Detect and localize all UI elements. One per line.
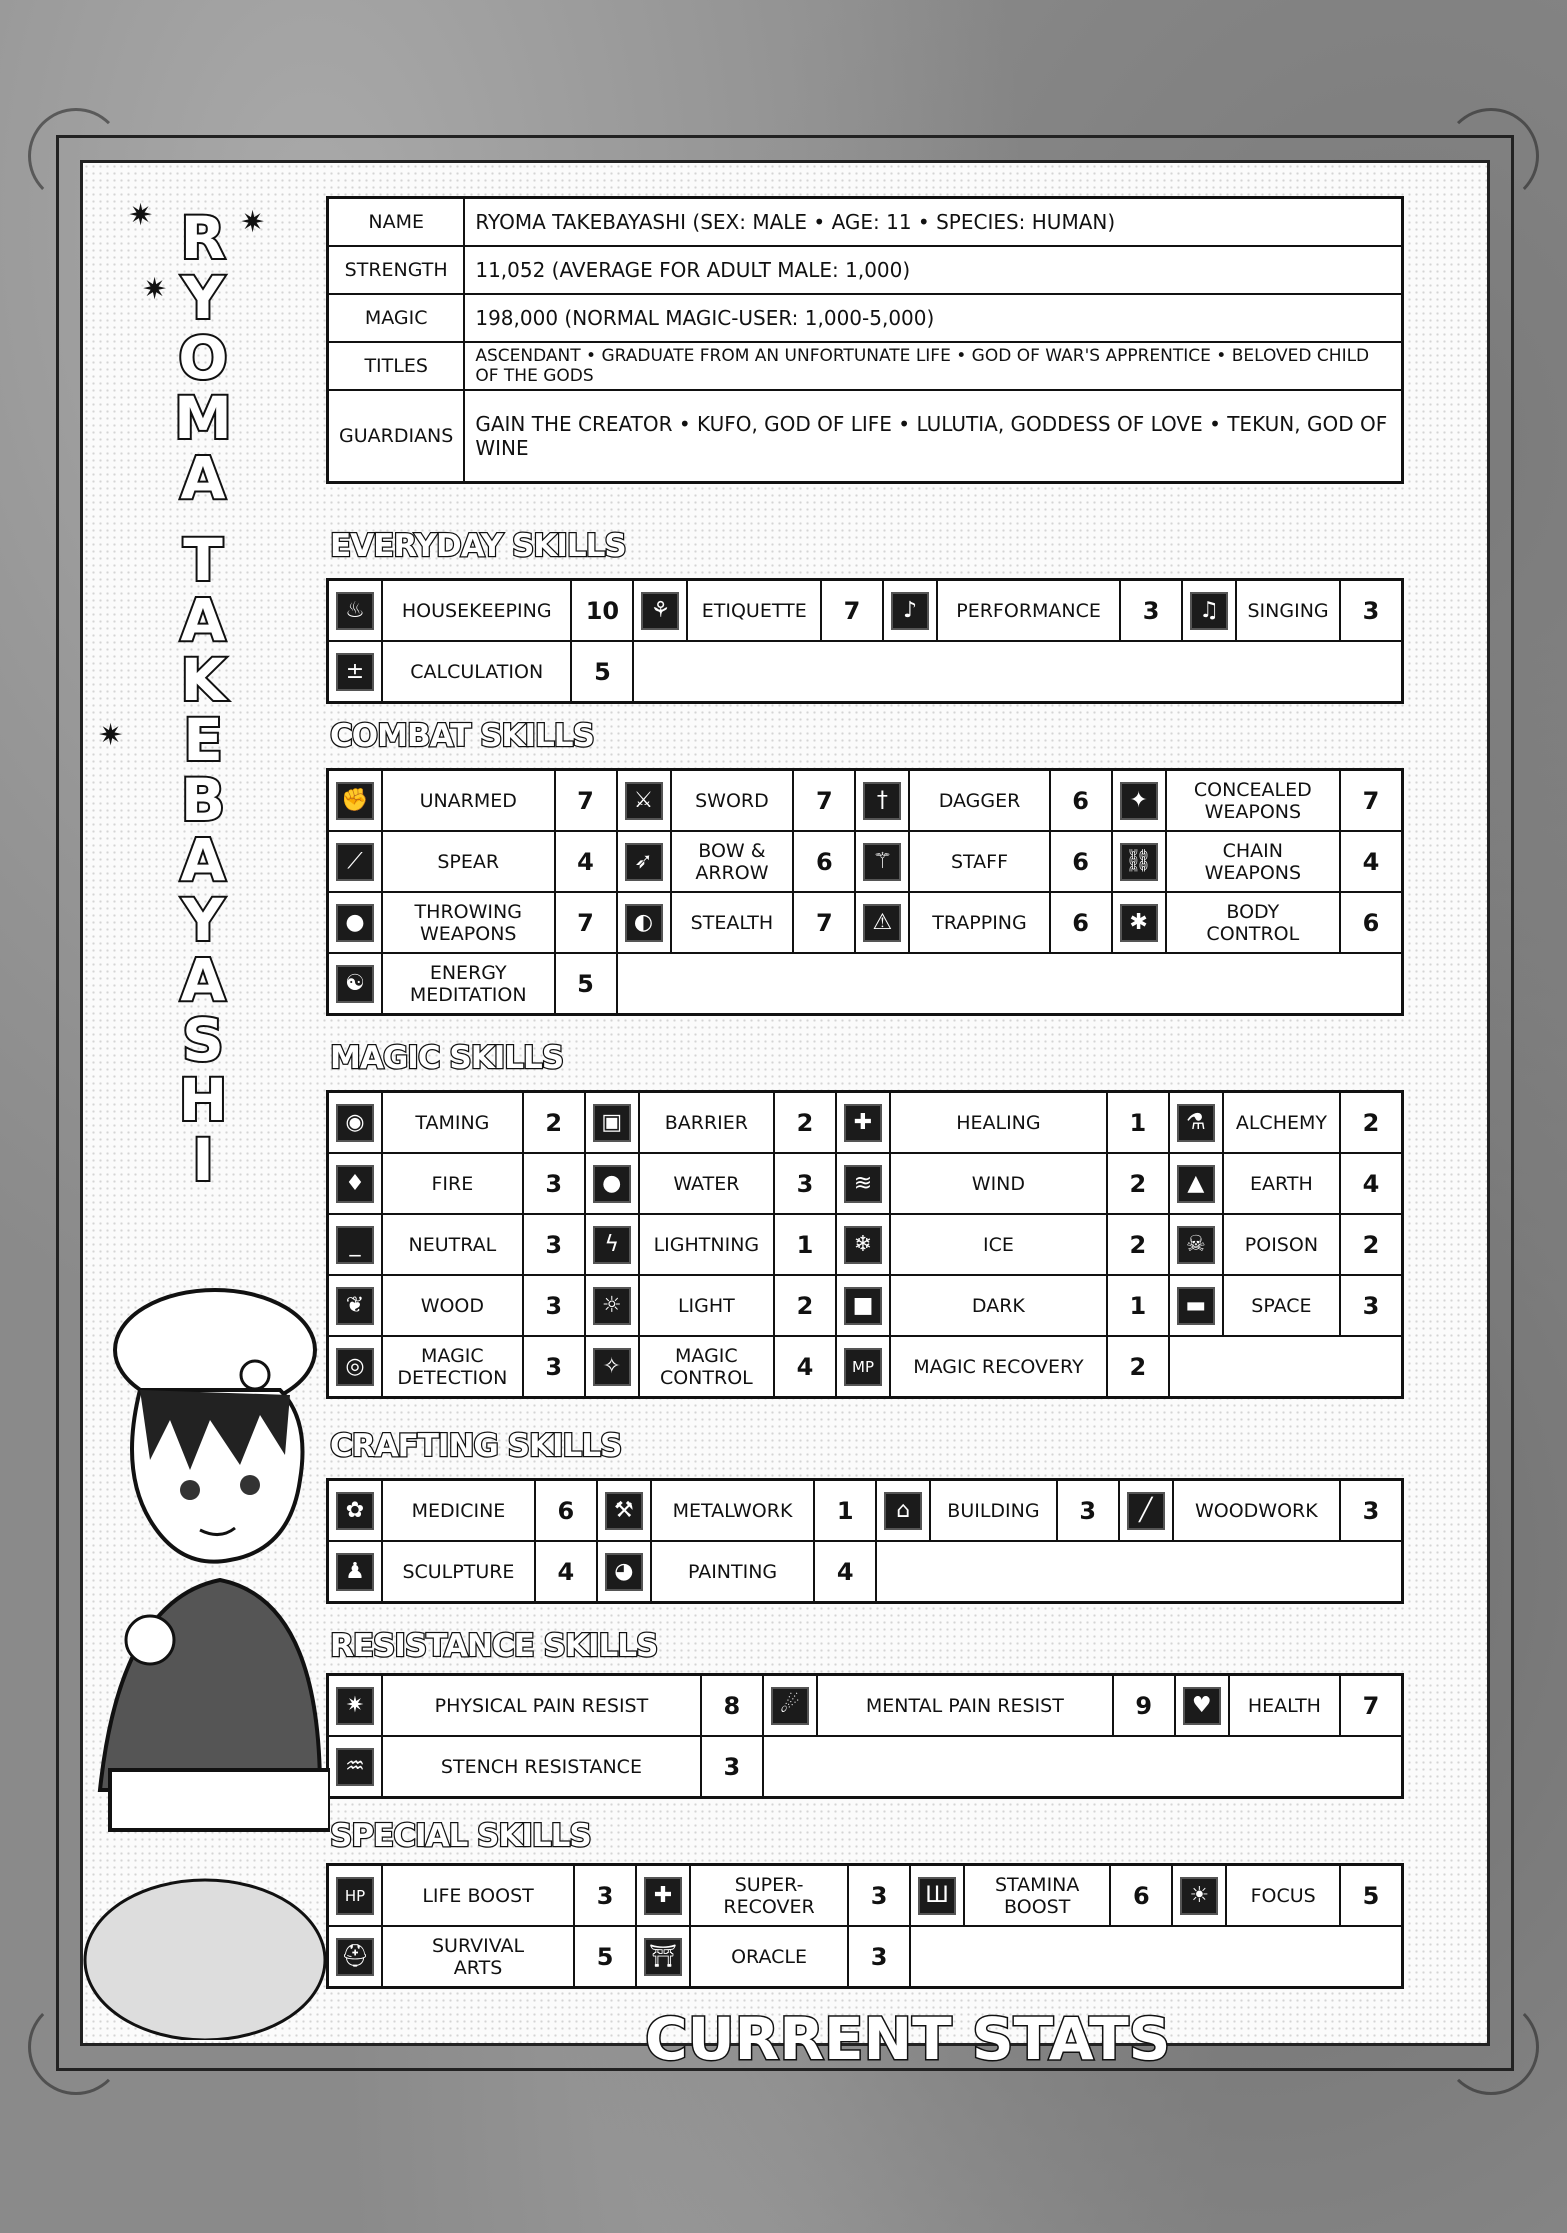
skill-level: 3 — [1340, 1275, 1403, 1336]
herb-icon: ✿ — [336, 1492, 374, 1530]
skill-name: ORACLE — [690, 1926, 848, 1988]
name-letter: I — [192, 1126, 214, 1194]
skill-row — [328, 1541, 1403, 1603]
skill-name: EARTH — [1223, 1153, 1340, 1214]
leaf-icon: ❦ — [336, 1287, 374, 1325]
special-skills-table — [326, 1863, 1404, 1989]
empty-cell — [763, 1736, 1403, 1798]
bow-arrow-icon: ➶ — [625, 843, 663, 881]
skill-level: 3 — [701, 1736, 763, 1798]
trap-icon: ⚠ — [863, 904, 901, 942]
skill-icon-cell — [585, 1153, 639, 1214]
skill-row — [328, 1480, 1403, 1542]
skill-level: 4 — [555, 831, 617, 892]
sun-icon: ☼ — [593, 1287, 631, 1325]
cross-icon: ✚ — [644, 1877, 682, 1915]
skill-name: BARRIER — [639, 1092, 774, 1154]
skill-row — [328, 1926, 1403, 1988]
skill-level: 4 — [814, 1541, 876, 1603]
skill-level: 6 — [1050, 770, 1112, 832]
skill-level: 7 — [555, 892, 617, 953]
flask-icon: ⚗ — [1177, 1104, 1215, 1142]
name-letter: B — [180, 766, 226, 834]
skill-icon-cell — [597, 1480, 651, 1542]
skill-name: PERFORMANCE — [937, 580, 1120, 642]
guitar-icon: ♪ — [891, 592, 929, 630]
bow-icon: ⚘ — [641, 592, 679, 630]
info-row — [328, 342, 1403, 390]
sword-icon: ⚔ — [625, 782, 663, 820]
section-title-resistance: RESISTANCE SKILLS — [330, 1628, 658, 1664]
bomb-icon: ● — [336, 904, 374, 942]
skill-icon-cell — [1182, 580, 1236, 642]
sparkle-icon: ✷ — [142, 272, 168, 307]
skill-icon-cell — [636, 1865, 690, 1927]
skill-level: 6 — [1110, 1865, 1172, 1927]
combat-skills-table — [326, 768, 1404, 1016]
skill-icon-cell — [328, 1675, 383, 1737]
skill-icon-cell — [636, 1926, 690, 1988]
skill-row — [328, 1092, 1403, 1154]
skill-level: 2 — [774, 1275, 836, 1336]
skill-level: 1 — [774, 1214, 836, 1275]
skill-icon-cell — [328, 1214, 383, 1275]
info-row — [328, 246, 1403, 294]
name-letter: K — [180, 646, 226, 714]
skill-name: ENERGY MEDITATION — [382, 953, 555, 1015]
skill-level: 6 — [1340, 892, 1403, 953]
skill-name: HEALTH — [1229, 1675, 1340, 1737]
skill-row — [328, 1865, 1403, 1927]
skill-name: FIRE — [382, 1153, 523, 1214]
skill-icon-cell — [328, 641, 383, 703]
name-letter: A — [180, 946, 226, 1014]
skill-icon-cell — [836, 1153, 890, 1214]
skill-name: BOW & ARROW — [671, 831, 794, 892]
skill-name: WOOD — [382, 1275, 523, 1336]
mountain-icon: ▲ — [1177, 1165, 1215, 1203]
skill-level: 6 — [535, 1480, 597, 1542]
sparkle-icon: ✷ — [128, 198, 154, 233]
skill-name: LIGHT — [639, 1275, 774, 1336]
skill-row — [328, 580, 1403, 642]
skill-row — [328, 1153, 1403, 1214]
microphone-icon: ♫ — [1190, 592, 1228, 630]
info-label: NAME — [328, 198, 465, 247]
skill-icon-cell — [617, 770, 671, 832]
resistance-skills-table — [326, 1673, 1404, 1799]
skill-icon-cell — [883, 580, 937, 642]
skill-level: 2 — [1340, 1092, 1403, 1154]
skill-name: ALCHEMY — [1223, 1092, 1340, 1154]
skill-icon-cell — [1169, 1214, 1223, 1275]
skill-row — [328, 1336, 1403, 1398]
empty-cell — [633, 641, 1402, 703]
section-title-everyday: EVERYDAY SKILLS — [330, 528, 626, 564]
sparkle-icon: ✷ — [98, 718, 124, 753]
skill-icon-cell — [328, 892, 383, 953]
skill-level: 3 — [523, 1214, 585, 1275]
skill-icon-cell — [328, 953, 383, 1015]
skill-icon-cell — [836, 1275, 890, 1336]
skill-level: 4 — [535, 1541, 597, 1603]
skill-level: 2 — [1340, 1214, 1403, 1275]
slime-icon: ◉ — [336, 1104, 374, 1142]
skill-level: 3 — [1120, 580, 1182, 642]
skill-level: 2 — [1107, 1153, 1169, 1214]
crafting-skills-table — [326, 1478, 1404, 1604]
skill-level: 4 — [1340, 831, 1403, 892]
skill-name: SINGING — [1236, 580, 1340, 642]
empty-cell — [617, 953, 1403, 1015]
skill-name: SPACE — [1223, 1275, 1340, 1336]
magic-skills-table — [326, 1090, 1404, 1399]
skill-name: DARK — [890, 1275, 1107, 1336]
skill-name: UNARMED — [382, 770, 555, 832]
skill-icon-cell — [617, 831, 671, 892]
skill-level: 3 — [848, 1865, 910, 1927]
profile-info-table — [326, 196, 1404, 484]
skill-level: 3 — [1340, 1480, 1403, 1542]
lightbulb-icon: ☀ — [1180, 1877, 1218, 1915]
skill-icon-cell — [1172, 1865, 1226, 1927]
skill-icon-cell — [585, 1214, 639, 1275]
section-title-special: SPECIAL SKILLS — [330, 1818, 591, 1854]
empty-cell — [876, 1541, 1402, 1603]
skill-name: STENCH RESISTANCE — [382, 1736, 701, 1798]
fist-icon: ✊ — [336, 782, 374, 820]
info-value: ASCENDANT • GRADUATE FROM AN UNFORTUNATE LIFE • GOD OF WAR'S APPRENTICE • BELOVED CHILD OF THE GODS — [464, 342, 1402, 390]
skill-name: PHYSICAL PAIN RESIST — [382, 1675, 701, 1737]
skull-icon: ☠ — [1177, 1226, 1215, 1264]
skill-icon-cell — [763, 1675, 817, 1737]
skill-level: 3 — [848, 1926, 910, 1988]
skill-level: 6 — [793, 831, 855, 892]
skill-level: 3 — [1340, 580, 1403, 642]
skill-level: 3 — [774, 1153, 836, 1214]
mp-icon: MP — [844, 1348, 882, 1386]
skill-level: 2 — [1107, 1214, 1169, 1275]
skill-name: DAGGER — [909, 770, 1049, 832]
skill-name: SWORD — [671, 770, 794, 832]
shrine-icon: ⛩ — [644, 1938, 682, 1976]
character-name-vertical — [168, 204, 238, 1194]
skill-icon-cell — [617, 892, 671, 953]
skill-level: 1 — [814, 1480, 876, 1542]
skill-name: BODY CONTROL — [1166, 892, 1340, 953]
skill-level: 10 — [571, 580, 633, 642]
skill-icon-cell — [1112, 892, 1166, 953]
info-row — [328, 198, 1403, 247]
tornado-icon: ≋ — [844, 1165, 882, 1203]
name-letter: A — [180, 444, 226, 512]
skill-icon-cell — [328, 1092, 383, 1154]
skill-level: 4 — [1340, 1153, 1403, 1214]
skill-name: STAMINA BOOST — [964, 1865, 1110, 1927]
skill-icon-cell — [328, 1541, 383, 1603]
wand-icon: ✧ — [593, 1348, 631, 1386]
ice-icon: ❄ — [844, 1226, 882, 1264]
skill-level: 3 — [523, 1153, 585, 1214]
skill-level: 1 — [1107, 1092, 1169, 1154]
skill-icon-cell — [1169, 1153, 1223, 1214]
house-icon: ⌂ — [884, 1492, 922, 1530]
skill-name: STAFF — [909, 831, 1049, 892]
info-row — [328, 390, 1403, 483]
skill-row — [328, 770, 1403, 832]
info-label: MAGIC — [328, 294, 465, 342]
info-row — [328, 294, 1403, 342]
skill-name: SPEAR — [382, 831, 555, 892]
skill-name: ETIQUETTE — [687, 580, 821, 642]
skill-level: 3 — [523, 1275, 585, 1336]
skill-level: 3 — [523, 1336, 585, 1398]
info-value: 198,000 (NORMAL MAGIC-USER: 1,000-5,000) — [464, 294, 1402, 342]
skill-level: 7 — [821, 580, 883, 642]
skill-icon-cell — [836, 1092, 890, 1154]
health-icon: ♥ — [1183, 1687, 1221, 1725]
skill-level: 7 — [555, 770, 617, 832]
skill-name: SCULPTURE — [382, 1541, 535, 1603]
cross-icon: ✚ — [844, 1104, 882, 1142]
skill-name: POISON — [1223, 1214, 1340, 1275]
shuriken-icon: ✦ — [1120, 782, 1158, 820]
skill-level: 7 — [793, 892, 855, 953]
hp-icon: HP — [336, 1877, 374, 1915]
skill-name: HEALING — [890, 1092, 1107, 1154]
skill-name: THROWING WEAPONS — [382, 892, 555, 953]
character-illustration — [80, 1270, 330, 2040]
skill-name: BUILDING — [930, 1480, 1056, 1542]
skill-name: WIND — [890, 1153, 1107, 1214]
skill-icon-cell — [328, 831, 383, 892]
name-letter: S — [182, 1006, 224, 1074]
skill-icon-cell — [328, 1736, 383, 1798]
neutral-icon: _ — [336, 1226, 374, 1264]
skill-icon-cell — [855, 831, 909, 892]
skill-icon-cell — [328, 770, 383, 832]
chain-icon: ⛓ — [1120, 843, 1158, 881]
skill-name: STEALTH — [671, 892, 794, 953]
dark-icon: ■ — [844, 1287, 882, 1325]
skill-icon-cell — [585, 1275, 639, 1336]
skill-name: TRAPPING — [909, 892, 1049, 953]
skill-level: 2 — [774, 1092, 836, 1154]
name-letter: Y — [182, 264, 224, 332]
skill-row — [328, 831, 1403, 892]
skill-icon-cell — [1119, 1480, 1173, 1542]
skill-icon-cell — [328, 1336, 383, 1398]
skill-row — [328, 953, 1403, 1015]
skill-name: SUPER- RECOVER — [690, 1865, 848, 1927]
mind-icon: ☄ — [771, 1687, 809, 1725]
skill-level: 9 — [1113, 1675, 1175, 1737]
skill-icon-cell — [1169, 1275, 1223, 1336]
skill-level: 7 — [1340, 770, 1403, 832]
space-icon: ▬ — [1177, 1287, 1215, 1325]
section-title-magic: MAGIC SKILLS — [330, 1040, 564, 1076]
empty-cell — [1169, 1336, 1403, 1398]
skill-row — [328, 1675, 1403, 1737]
hammer-icon: ⚒ — [605, 1492, 643, 1530]
name-letter: E — [183, 706, 223, 774]
skill-row — [328, 892, 1403, 953]
name-letter: T — [183, 526, 223, 594]
skill-name: LIGHTNING — [639, 1214, 774, 1275]
skill-row — [328, 641, 1403, 703]
cube-icon: ▣ — [593, 1104, 631, 1142]
skill-level: 4 — [774, 1336, 836, 1398]
name-letter: H — [178, 1066, 228, 1134]
skill-level: 3 — [574, 1865, 636, 1927]
skill-row — [328, 1214, 1403, 1275]
body-icon: ✱ — [1120, 904, 1158, 942]
helmet-icon: ⛑ — [336, 1938, 374, 1976]
dagger-icon: † — [863, 782, 901, 820]
name-letter: Y — [182, 886, 224, 954]
current-stats-title: CURRENT STATS — [645, 2005, 1171, 2073]
skill-level: 6 — [1050, 831, 1112, 892]
skill-name: MAGIC DETECTION — [382, 1336, 523, 1398]
skill-level: 5 — [1340, 1865, 1403, 1927]
mask-icon: ◐ — [625, 904, 663, 942]
skill-icon-cell — [855, 770, 909, 832]
stench-icon: ♒ — [336, 1748, 374, 1786]
palette-icon: ◕ — [605, 1553, 643, 1591]
section-title-combat: COMBAT SKILLS — [330, 718, 594, 754]
spear-icon: ⟋ — [336, 843, 374, 881]
skill-icon-cell — [1175, 1675, 1229, 1737]
staff-icon: ⚚ — [863, 843, 901, 881]
bust-icon: ♟ — [336, 1553, 374, 1591]
pain-icon: ✷ — [336, 1687, 374, 1725]
skill-level: 2 — [523, 1092, 585, 1154]
skill-name: FOCUS — [1226, 1865, 1340, 1927]
skill-name: CHAIN WEAPONS — [1166, 831, 1340, 892]
stamina-icon: Ш — [918, 1877, 956, 1915]
name-letter: O — [178, 324, 228, 392]
skill-level: 5 — [574, 1926, 636, 1988]
everyday-skills-table — [326, 578, 1404, 704]
skill-icon-cell — [1112, 831, 1166, 892]
info-value: RYOMA TAKEBAYASHI (SEX: MALE • AGE: 11 • SPECIES: HUMAN) — [464, 198, 1402, 247]
name-letter: M — [174, 384, 232, 452]
skill-icon-cell — [597, 1541, 651, 1603]
skill-name: NEUTRAL — [382, 1214, 523, 1275]
skill-name: HOUSEKEEPING — [382, 580, 571, 642]
skill-icon-cell — [910, 1865, 964, 1927]
skill-icon-cell — [836, 1336, 890, 1398]
lightning-icon: ϟ — [593, 1226, 631, 1264]
info-value: GAIN THE CREATOR • KUFO, GOD OF LIFE • LULUTIA, GODDESS OF LOVE • TEKUN, GOD OF WINE — [464, 390, 1402, 483]
info-label: GUARDIANS — [328, 390, 465, 483]
skill-name: MEDICINE — [382, 1480, 535, 1542]
skill-icon-cell — [328, 580, 383, 642]
skill-level: 5 — [571, 641, 633, 703]
skill-name: METALWORK — [651, 1480, 814, 1542]
skill-level: 7 — [1340, 1675, 1403, 1737]
skill-name: PAINTING — [651, 1541, 814, 1603]
plank-icon: ╱ — [1127, 1492, 1165, 1530]
calculator-icon: ± — [336, 653, 374, 691]
skill-name: ICE — [890, 1214, 1107, 1275]
skill-name: MAGIC CONTROL — [639, 1336, 774, 1398]
flame-icon: ♦ — [336, 1165, 374, 1203]
skill-name: MENTAL PAIN RESIST — [817, 1675, 1113, 1737]
skill-row — [328, 1736, 1403, 1798]
skill-name: CONCEALED WEAPONS — [1166, 770, 1340, 832]
skill-icon-cell — [1112, 770, 1166, 832]
skill-level: 1 — [1107, 1275, 1169, 1336]
skill-icon-cell — [328, 1480, 383, 1542]
name-letter: A — [180, 826, 226, 894]
skill-name: CALCULATION — [382, 641, 571, 703]
skill-icon-cell — [876, 1480, 930, 1542]
skill-name: WATER — [639, 1153, 774, 1214]
skill-level: 8 — [701, 1675, 763, 1737]
skill-icon-cell — [585, 1092, 639, 1154]
skill-level: 2 — [1107, 1336, 1169, 1398]
skill-name: MAGIC RECOVERY — [890, 1336, 1107, 1398]
skill-icon-cell — [585, 1336, 639, 1398]
info-value: 11,052 (AVERAGE FOR ADULT MALE: 1,000) — [464, 246, 1402, 294]
skill-name: TAMING — [382, 1092, 523, 1154]
meditation-icon: ☯ — [336, 965, 374, 1003]
skill-icon-cell — [328, 1926, 383, 1988]
skill-level: 3 — [1057, 1480, 1119, 1542]
skill-level: 7 — [793, 770, 855, 832]
skill-icon-cell — [855, 892, 909, 953]
skill-level: 6 — [1050, 892, 1112, 953]
skill-icon-cell — [328, 1865, 383, 1927]
section-title-crafting: CRAFTING SKILLS — [330, 1428, 622, 1464]
skill-icon-cell — [836, 1214, 890, 1275]
name-letter: R — [180, 204, 226, 272]
skill-icon-cell — [328, 1275, 383, 1336]
info-label: STRENGTH — [328, 246, 465, 294]
skill-row — [328, 1275, 1403, 1336]
skill-icon-cell — [1169, 1092, 1223, 1154]
name-letter: A — [180, 586, 226, 654]
chef-icon: ♨ — [336, 592, 374, 630]
info-label: TITLES — [328, 342, 465, 390]
skill-name: LIFE BOOST — [382, 1865, 574, 1927]
skill-name: SURVIVAL ARTS — [382, 1926, 574, 1988]
water-drop-icon: ● — [593, 1165, 631, 1203]
skill-level: 5 — [555, 953, 617, 1015]
empty-cell — [910, 1926, 1402, 1988]
radar-icon: ◎ — [336, 1348, 374, 1386]
skill-icon-cell — [328, 1153, 383, 1214]
skill-icon-cell — [633, 580, 687, 642]
sparkle-icon: ✷ — [240, 205, 266, 240]
skill-name: WOODWORK — [1173, 1480, 1340, 1542]
